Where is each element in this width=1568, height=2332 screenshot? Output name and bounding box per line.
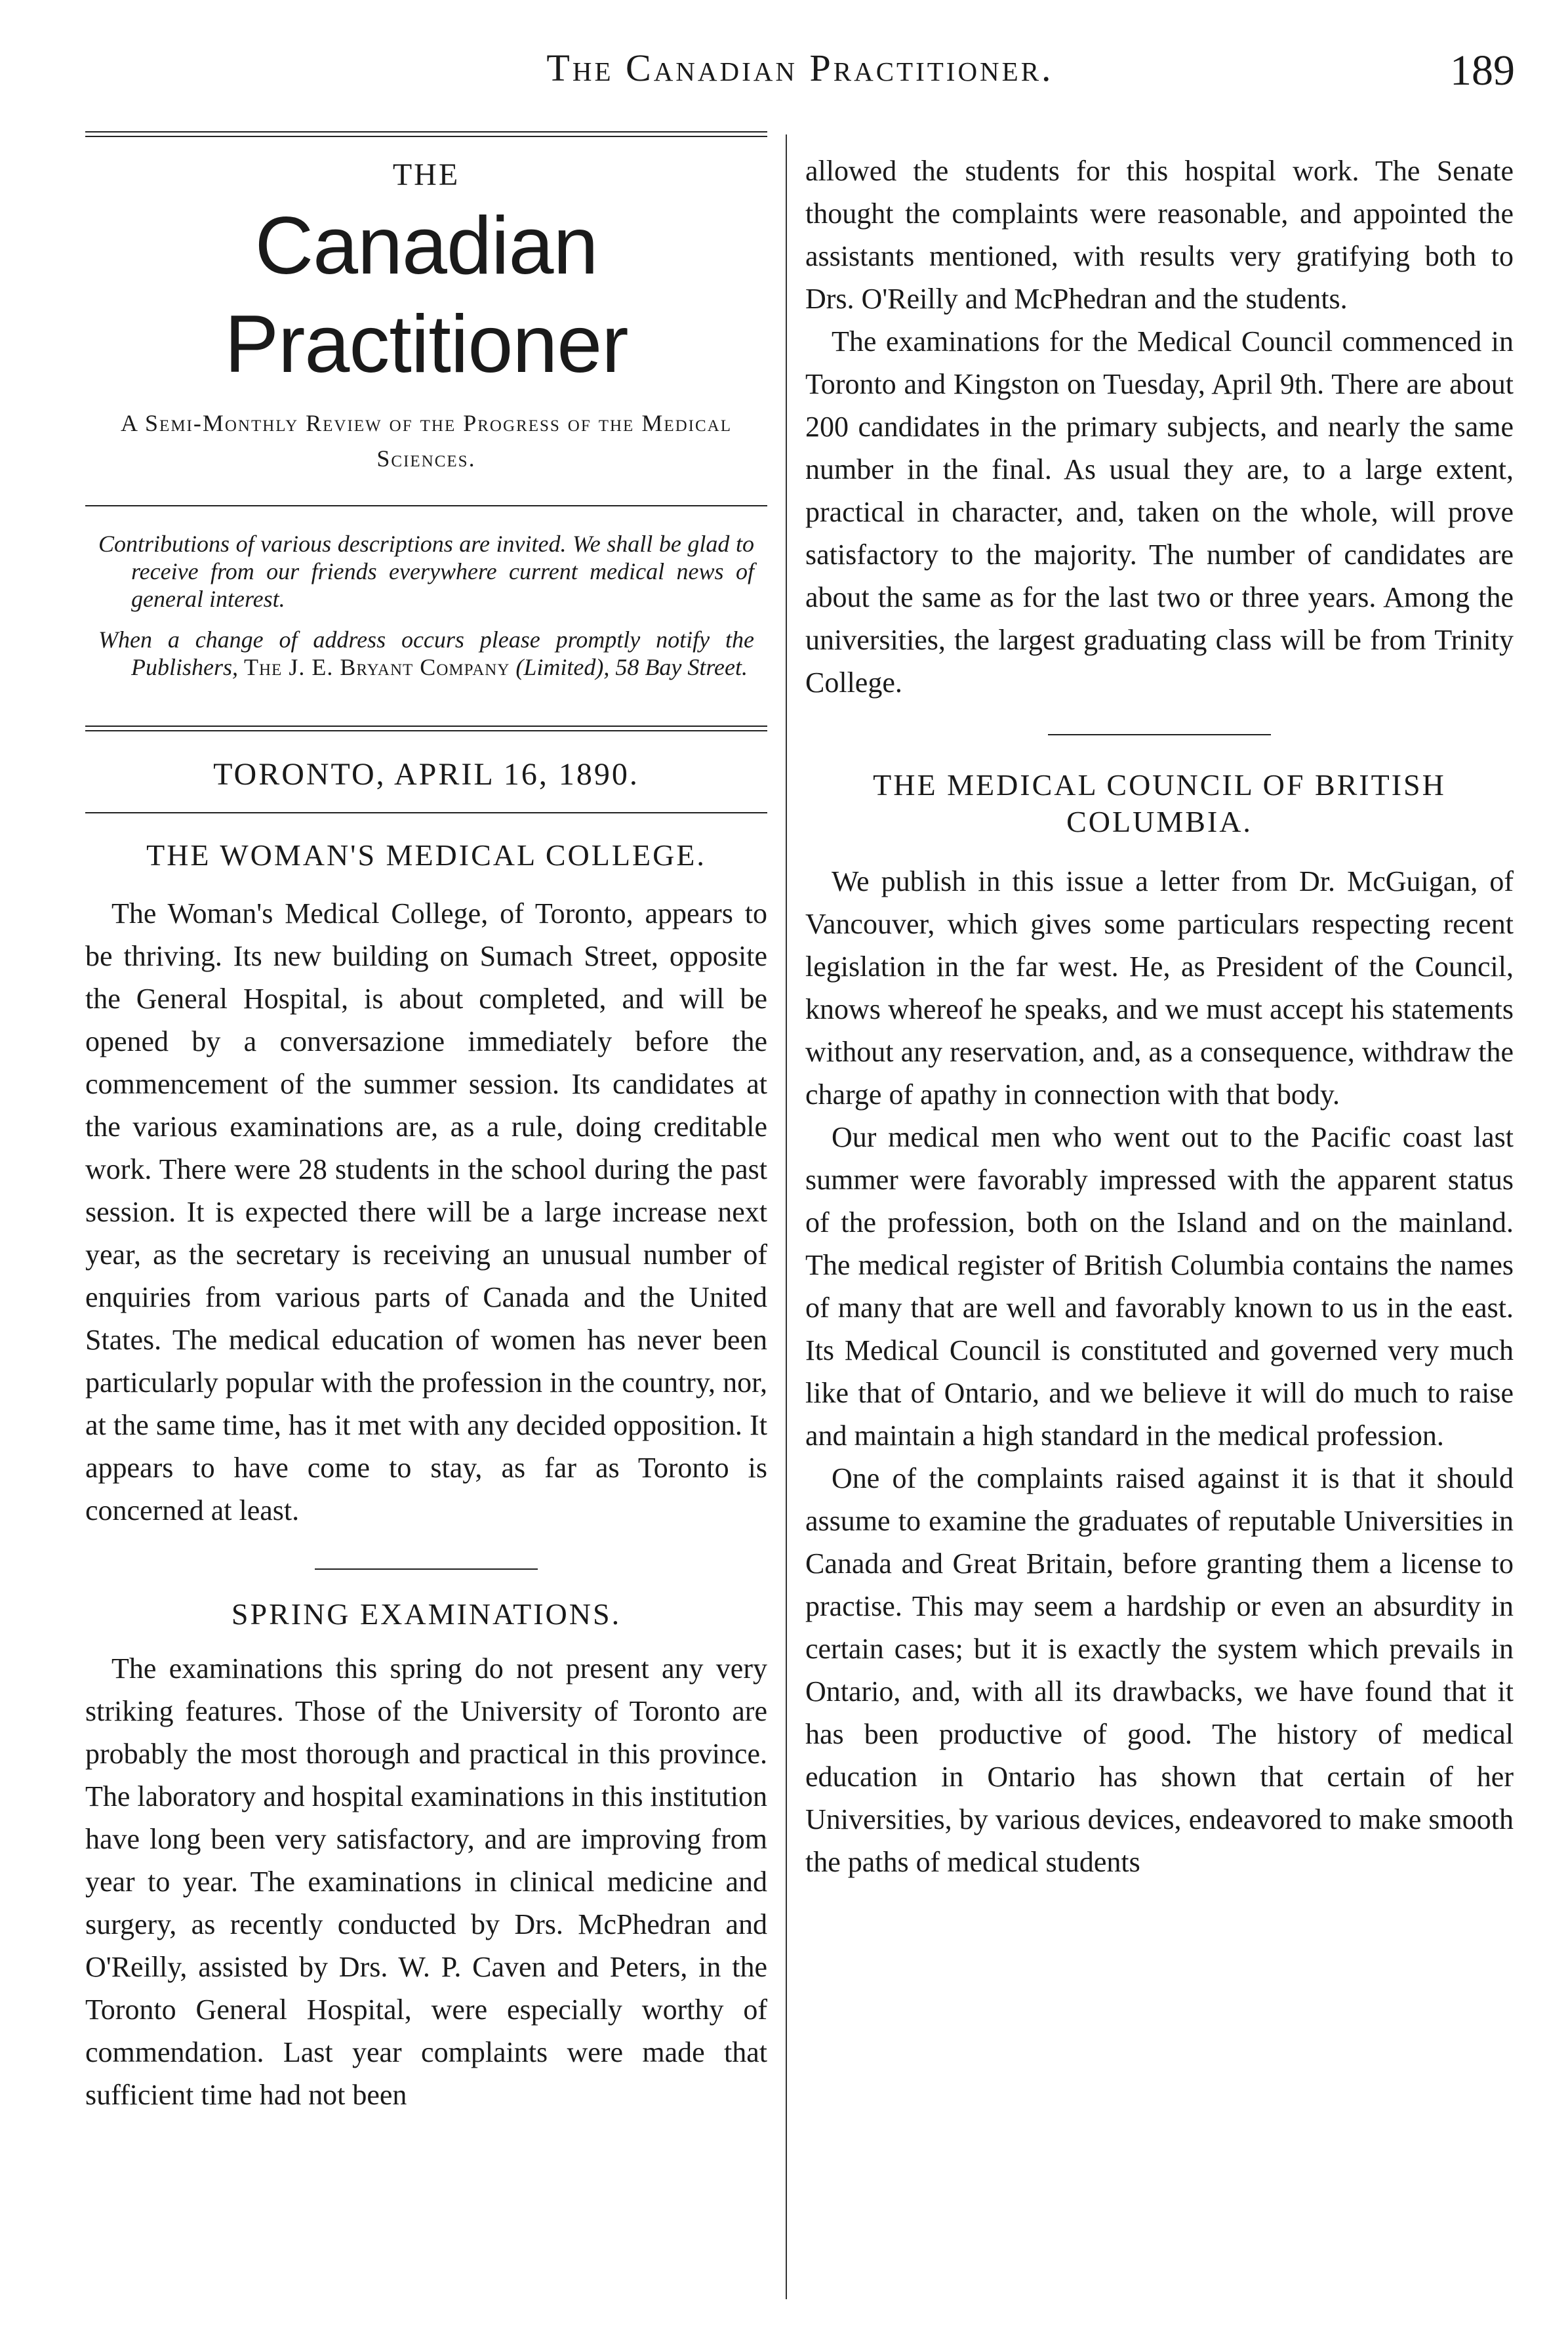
article-heading-bc-council: THE MEDICAL COUNCIL OF BRITISH COLUMBIA. <box>873 768 1446 838</box>
article-body-womans-college <box>85 892 767 1532</box>
article-heading-womans-college: THE WOMAN'S MEDICAL COLLEGE. <box>146 838 706 872</box>
publisher-name: The J. E. Bryant Company <box>244 654 510 680</box>
column-divider <box>786 134 787 2299</box>
masthead-subtitle: A Semi-Monthly Review of the Progress of the Medical Sciences. <box>121 410 732 472</box>
article-body-spring-exams-cont <box>805 150 1514 704</box>
section-separator <box>1048 734 1271 735</box>
dateline: TORONTO, APRIL 16, 1890. <box>213 757 639 792</box>
article-paragraph: Our medical men who went out to the Pacific coast last summer were favorably impressed with the apparent status of the profession, both on the Island and on the mainland. The medical register of British Columbia contains the names of many that are well and favorably known to us in the east. Its Medical Council is constituted and governed very much like that of Ontario, and we believe it will do much to raise and maintain a high standard in the medical profession. <box>805 1121 1514 1452</box>
article-body-spring-exams <box>85 1647 767 2116</box>
article-heading-spring-exams: SPRING EXAMINATIONS. <box>231 1597 622 1631</box>
dateline-bottom-rule <box>85 812 767 813</box>
contributions-notice: Contributions of various descriptions are invited. We shall be glad to receive from our friends everywhere current medical news of general interest. <box>98 531 754 612</box>
masthead-the: THE <box>392 157 460 192</box>
masthead-top-rule <box>85 131 767 137</box>
article-paragraph: One of the complaints raised against it is that it should assume to examine the graduates of reputable Universities in Canada and Great Britain, before granting them a license to practise. This may seem a hardship or even an absurdity in certain cases; but it is exactly the system which prevails in Ontario, and, with all its drawbacks, we have found that it has been productive of good. The history of medical education in Ontario has shown that certain of her Universities, by various devices, endeavored to make smooth the paths of medical students <box>805 1462 1514 1878</box>
address-change-notice <box>98 626 754 681</box>
masthead-rule <box>85 505 767 506</box>
article-paragraph: The examinations for the Medical Council commenced in Toronto and Kingston on Tuesday, April 9th. There are about 200 candidates in the primary subjects, and nearly the same number in the final. As usual they are, to a large extent, practical in character, and, taken on the whole, will prove satisfactory to the majority. The number of candidates are about the same as for the last two or three years. Among the universities, the largest graduating class will be from Trinity College. <box>805 325 1514 699</box>
running-head-title: The Canadian Practitioner. <box>546 47 1054 89</box>
article-body-bc-council <box>805 860 1514 1883</box>
dateline-top-rule <box>85 726 767 731</box>
section-separator <box>315 1568 538 1570</box>
article-paragraph: We publish in this issue a letter from Dr. McGuigan, of Vancouver, which gives some particulars respecting recent legislation in the far west. He, as President of the Council, knows whereof he speaks, and we must accept his statements without any reservation, and, as a consequence, withdraw the charge of apathy in connection with that body. <box>805 865 1514 1111</box>
article-paragraph: The Woman's Medical College, of Toronto, appears to be thriving. Its new building on Sumach Street, opposite the General Hospital, is about completed, and will be opened by a conversazione immediately before the commencement of the summer session. Its candidates at the various examinations are, as a rule, doing creditable work. There were 28 students in the school during the past session. It is expected there will be a large increase next year, as the secretary is receiving an unusual number of enquiries from various parts of Canada and the United States. The medical education of women has never been particularly popular with the profession in the country, nor, at the same time, has it met with any decided opposition. It appears to have come to stay, as far as Toronto is concerned at least. <box>85 897 767 1526</box>
left-column <box>85 131 767 2116</box>
right-column <box>805 150 1514 1883</box>
masthead-title: Canadian Practitioner <box>224 201 628 390</box>
article-paragraph: The examinations this spring do not present any very striking features. Those of the University of Toronto are probably the most thorough and practical in this province. The laboratory and hospital examinations in this institution have long been very satisfactory, and are improving from year to year. The examinations in clinical medicine and surgery, as recently conducted by Drs. McPhedran and O'Reilly, assisted by Drs. W. P. Caven and Peters, in the Toronto General Hospital, were especially worthy of commendation. Last year complaints were made that sufficient time had not been <box>85 1652 767 2111</box>
address-change-pre: When a change of address occurs please promptly notify the Publishers, <box>98 626 754 680</box>
address-change-post: (Limited), 58 Bay Street. <box>515 654 748 680</box>
running-head <box>85 46 1515 105</box>
article-paragraph: allowed the students for this hospital work. The Senate thought the complaints were reasonable, and appointed the assistants mentioned, with results very gratifying both to Drs. O'Reilly and McPhedran and the students. <box>805 155 1514 315</box>
page-number: 189 <box>1450 47 1515 94</box>
